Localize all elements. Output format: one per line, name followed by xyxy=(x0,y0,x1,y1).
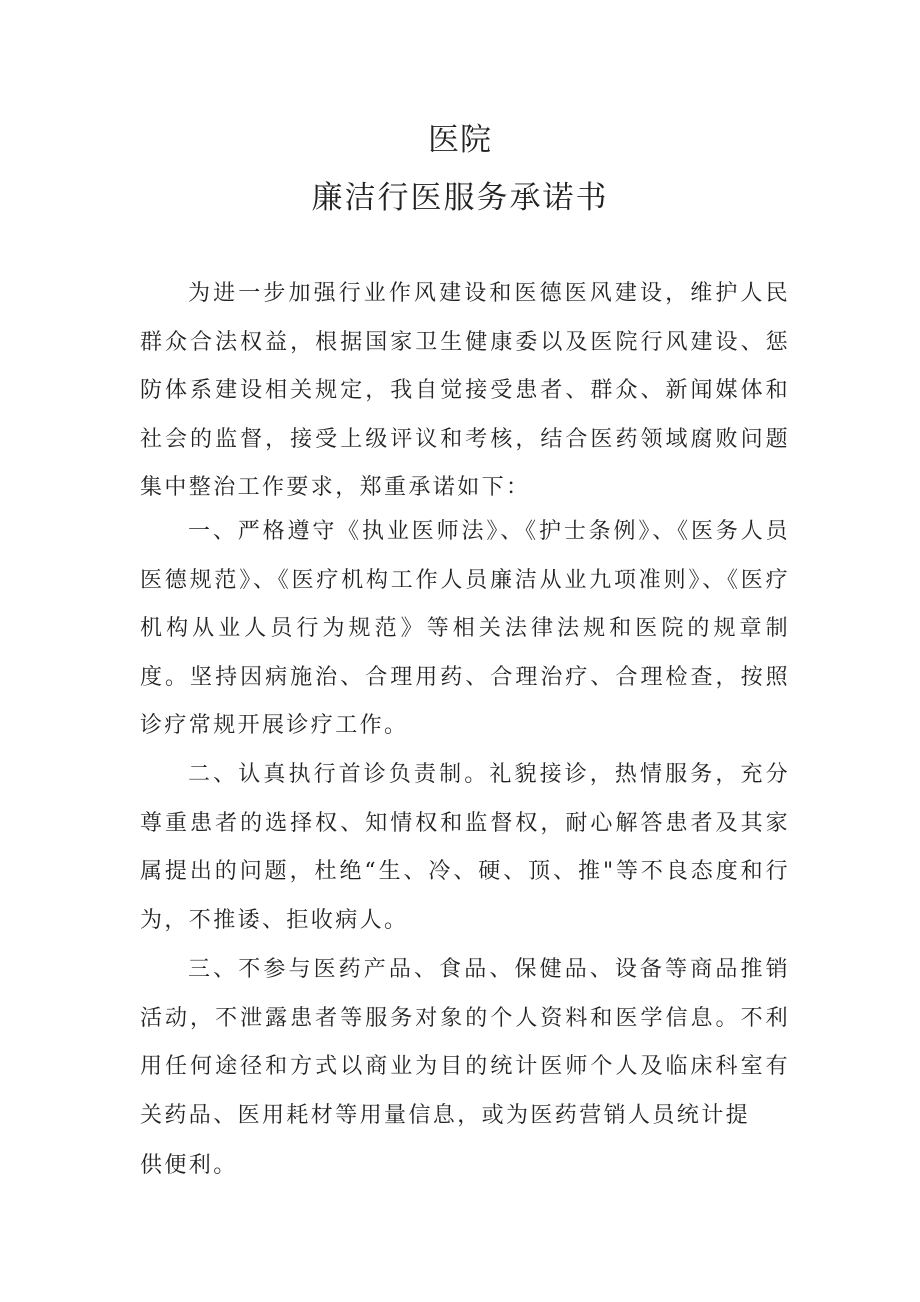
paragraph-intro xyxy=(140,270,790,513)
paragraph-text: 为进一步加强行业作风建设和医德医风建设，维护人民群众合法权益，根据国家卫生健康委以及医院行风建设、惩防体系建设相关规定，我自觉接受患者、群众、新闻媒体和社会的监督，接受上级评议和考核，结合医药领域腐败问题集中整治工作要求，郑重承诺如下： xyxy=(140,281,790,501)
paragraph-tail: 供便利。 xyxy=(140,1153,238,1178)
paragraph-item-2 xyxy=(140,751,790,945)
document-title-hospital: 医院 xyxy=(428,122,492,158)
paragraph-item-1 xyxy=(140,508,790,751)
paragraph-text: 一、严格遵守《执业医师法》、《护士条例》、《医务人员医德规范》、《医疗机构工作人员廉洁从业九项准则》、《医疗机构从业人员行为规范》等相关法律法规和医院的规章制度。坚持因病施治、合理用药、合理治疗、合理检查，按照诊疗常规开展诊疗工作。 xyxy=(140,519,790,739)
document-title-pledge: 廉洁行医服务承诺书 xyxy=(311,180,609,216)
paragraph-item-3 xyxy=(140,946,790,1140)
paragraph-text: 二、认真执行首诊负责制。礼貌接诊，热情服务，充分尊重患者的选择权、知情权和监督权，耐心解答患者及其家属提出的问题，杜绝“生、冷、硬、顶、推"等不良态度和行为，不推诿、拒收病人。 xyxy=(140,762,790,933)
paragraph-text: 三、不参与医药产品、食品、保健品、设备等商品推销活动，不泄露患者等服务对象的个人资料和医学信息。不利用任何途径和方式以商业为目的统计医师个人及临床科室有关药品、医用耗材等用量信息，或为医药营销人员统计提 xyxy=(140,957,790,1128)
